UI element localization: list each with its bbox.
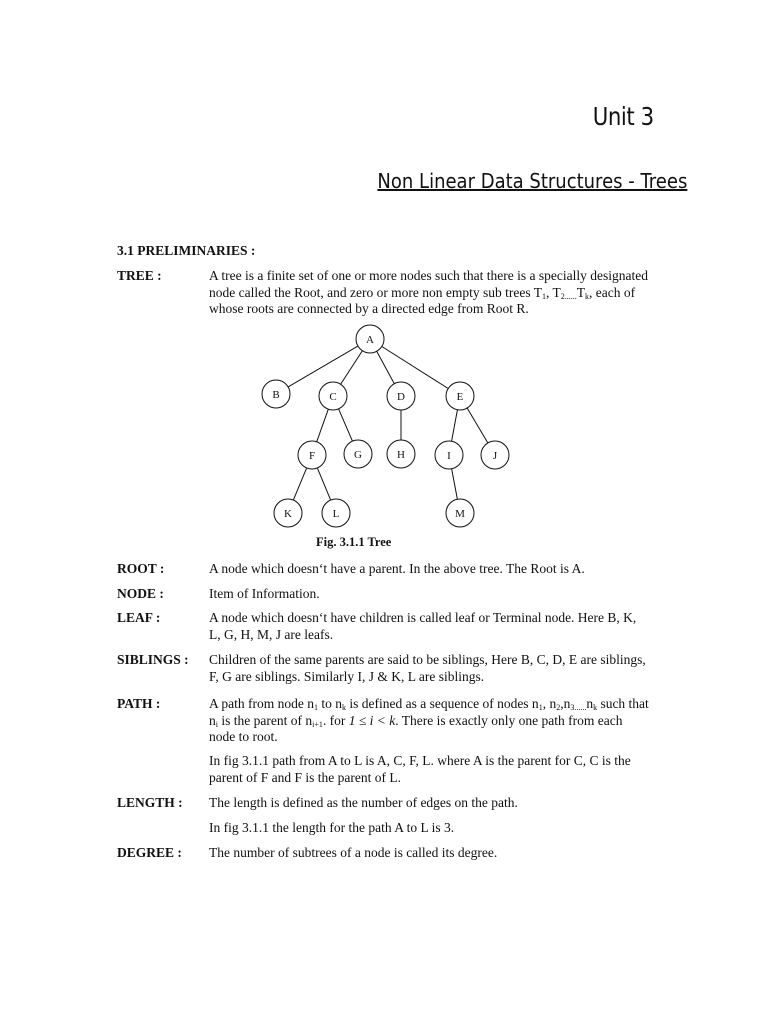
tree-node-k <box>274 499 302 527</box>
tree-edge-a-c <box>341 351 363 385</box>
tree-edge-e-j <box>467 408 488 443</box>
tree-edge-c-g <box>339 409 353 441</box>
tree-node-label: A <box>366 334 374 346</box>
tree-node-label: K <box>284 508 292 520</box>
root-term: ROOT : <box>117 561 165 576</box>
chapter-title: Non Linear Data Structures - Trees <box>377 169 687 193</box>
tree-term: TREE : <box>117 268 162 283</box>
figure-caption: Fig. 3.1.1 Tree <box>316 535 392 549</box>
tree-node-label: E <box>456 391 464 403</box>
degree-definition: The number of subtrees of a node is called its degree. <box>209 845 498 860</box>
root-definition: A node which doesn‘t have a parent. In the above tree. The Root is A. <box>209 561 585 576</box>
path-example: In fig 3.1.1 path from A to L is A, C, F, L. where A is the parent for C, C is the parent of F and F is the parent of L. <box>209 753 631 785</box>
tree-edge-a-b <box>288 346 358 387</box>
tree-node-h <box>387 440 415 468</box>
leaf-definition: A node which doesn‘t have children is called leaf or Terminal node. Here B, K, L, G, H, M, J are leafs. <box>209 610 637 642</box>
tree-edge-i-m <box>452 469 458 499</box>
tree-edge-a-e <box>382 346 448 388</box>
tree-node-label: H <box>397 449 405 461</box>
tree-node-label: G <box>354 449 362 461</box>
tree-node-label: D <box>397 391 405 403</box>
tree-node-g <box>344 440 372 468</box>
tree-edge-f-k <box>293 468 306 500</box>
tree-node-d <box>387 382 415 410</box>
tree-edge-f-l <box>317 468 330 500</box>
node-definition: Item of Information. <box>209 586 320 601</box>
tree-node-i <box>435 441 463 469</box>
tree-node-label: B <box>272 389 280 401</box>
siblings-definition: Children of the same parents are said to be siblings, Here B, C, D, E are siblings, F, G are siblings. Similarly I, J & K, L are siblings. <box>209 652 646 684</box>
tree-edge-c-f <box>317 409 329 442</box>
length-example: In fig 3.1.1 the length for the path A to L is 3. <box>209 820 455 835</box>
tree-node-c <box>319 382 347 410</box>
unit-title: Unit 3 <box>593 102 654 131</box>
tree-node-label: J <box>492 450 498 462</box>
tree-diagram <box>255 322 515 534</box>
tree-node-e <box>446 382 474 410</box>
tree-node-a <box>356 325 384 353</box>
tree-edge-a-d <box>377 351 395 383</box>
length-definition: The length is defined as the number of edges on the path. <box>209 795 518 810</box>
siblings-term: SIBLINGS : <box>117 652 189 667</box>
tree-node-label: I <box>447 450 451 462</box>
length-term: LENGTH : <box>117 795 183 810</box>
degree-term: DEGREE : <box>117 845 182 860</box>
tree-edge-e-i <box>452 410 458 441</box>
tree-node-b <box>262 380 290 408</box>
tree-node-f <box>298 441 326 469</box>
tree-definition: A tree is a finite set of one or more nodes such that there is a specially designated node called the Root, and zero or more non empty sub trees $T_1$, $T_{2......}T_k$, each of whose roots are connected by a directed edge from Root R. <box>209 268 648 316</box>
tree-node-j <box>481 441 509 469</box>
leaf-term: LEAF : <box>117 610 161 625</box>
tree-node-m <box>446 499 474 527</box>
path-term: PATH : <box>117 696 161 711</box>
path-definition: A path from node $n_1$ to $n_k$ is defined as a sequence of nodes $n_1$, $n_2,n_{3......}n_k$ such that $n_i$ is the parent of $n_{i+1}$. for 1 ≤ i < k. There is exactly only one path from each node to root. <box>209 696 649 744</box>
tree-node-label: F <box>308 450 316 462</box>
tree-node-label: C <box>329 391 337 403</box>
node-term: NODE : <box>117 586 164 601</box>
tree-node-label: M <box>455 508 465 520</box>
section-heading: 3.1 PRELIMINARIES : <box>117 243 256 258</box>
tree-node-label: L <box>332 508 340 520</box>
tree-node-l <box>322 499 350 527</box>
